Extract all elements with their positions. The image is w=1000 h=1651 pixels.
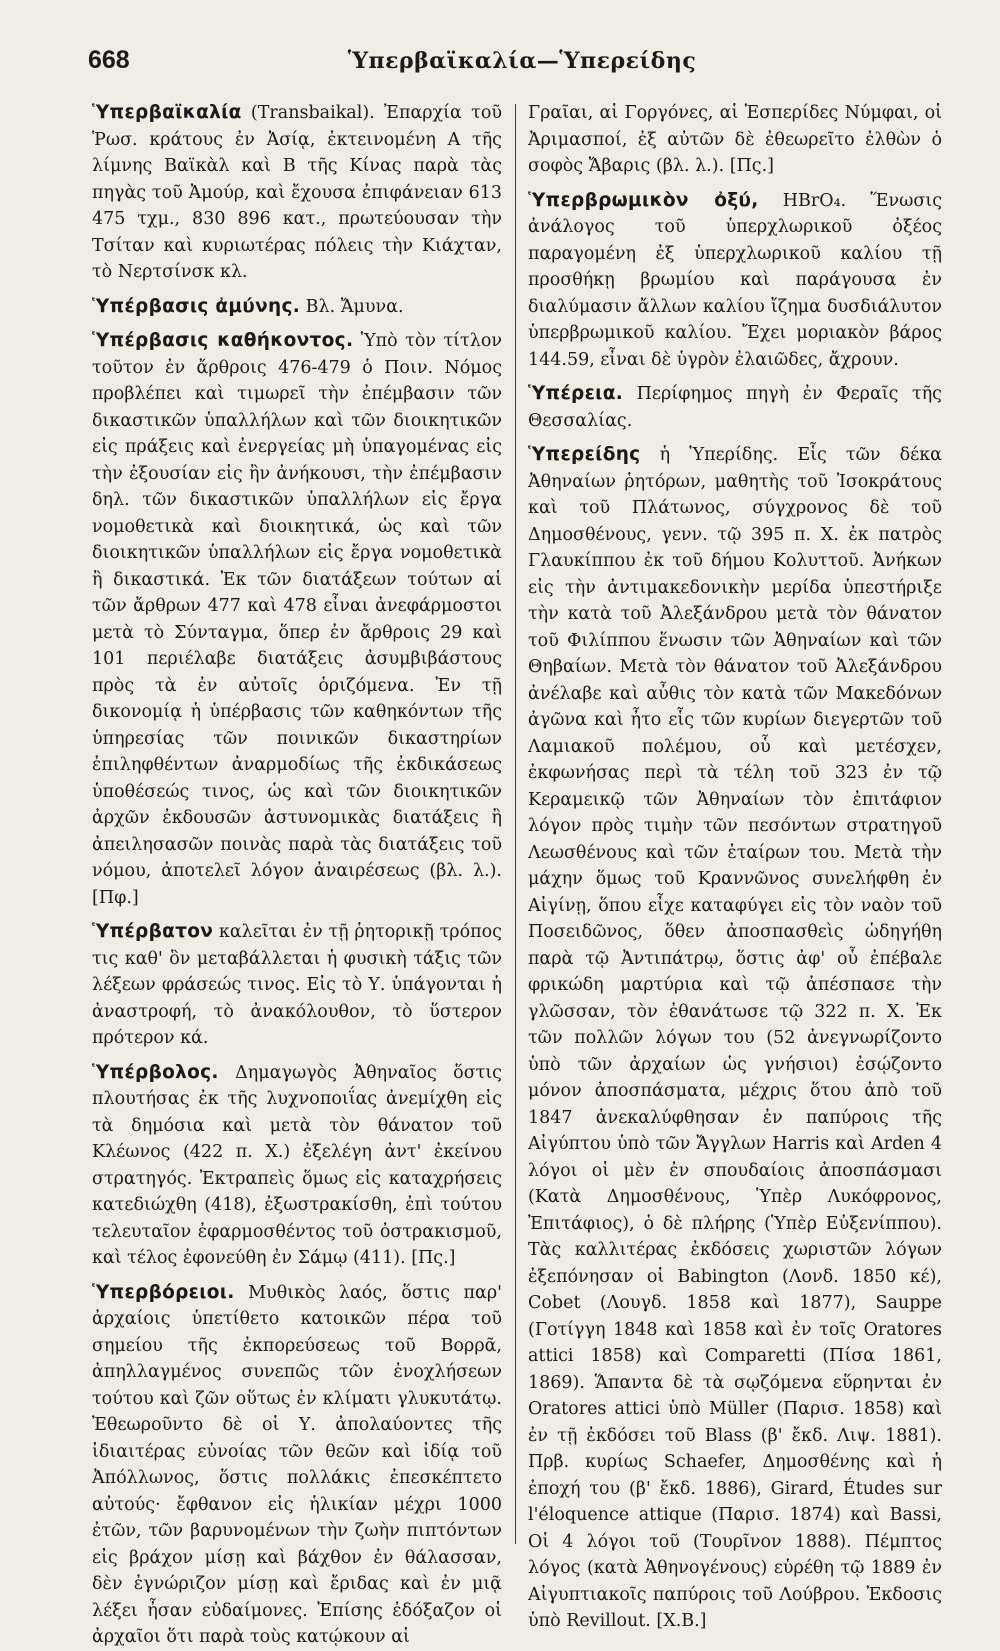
entry-headword: Ὑπέρβολος. — [92, 1061, 219, 1083]
dictionary-entry — [528, 381, 942, 434]
dictionary-entry — [92, 919, 502, 1052]
entry-headword: Ὑπέρβατον — [92, 921, 214, 942]
entry-text: Μυθικὸς λαός, ὅστις παρ' ἀρχαίοις ὑπετίθετο κατοικῶν πέρα τοῦ σημείου τῆς ἐκπορεύσεως τοῦ Βορρᾶ, ἀπηλλαγμένος συνεπῶς τῶν ἐνοχλήσεων τούτου καὶ ζῶν οὕτως ἐν κλίματι γλυκυτάτῳ. Ἐθεωροῦντο δὲ οἱ Υ. ἀπολαύοντες τῆς ἰδιαιτέρας εὐνοίας τῶν θεῶν καὶ ἰδίᾳ τοῦ Ἀπόλλωνος, ὅστις πολλάκις ἐπεσκέπτετο αὐτούς· ἔφθανον εἰς ἡλικίαν μέχρι 1000 ἐτῶν, τῶν βαρυνομένων τὴν ζωὴν πιπτόντων εἰς βράχον μίσῃ καὶ βάχθον ἐν θάλασσαν, δὲν ἐγνώριζον μίσῃ καὶ ἔριδας καὶ ἐν μιᾷ λέξει ἦσαν εὐδαίμονες. Ἐπίσης ἐδόξαζον οἱ ἀρχαῖοι ὅτι παρὰ τοὺς κατῴκουν αἱ — [92, 1282, 502, 1647]
entry-text: HBrO₄. Ἕνωσις ἀνάλογος τοῦ ὑπερχλωρικοῦ ὀξέος παραγομένη ἐξ ὑπερχλωρικοῦ καλίου τῇ προσθήκῃ βρωμίου καὶ παράγουσα ἐν διαλύμασιν ἄλλων καλίου ἴζημα δυσδιάλυτον ὑπερβρωμικοῦ καλίου. Ἔχει μοριακὸν βάρος 144.59, εἶναι δὲ ὑγρὸν ἐλαιῶδες, ἄχρουν. — [528, 190, 942, 370]
running-head: Ὑπερβαϊκαλία—Ὑπερείδης — [347, 48, 697, 74]
entry-headword: Ὑπερβρωμικὸν ὀξύ, — [528, 189, 759, 211]
right-column — [528, 100, 942, 1631]
entry-headword: Ὑπερβαϊκαλία — [92, 102, 242, 123]
dictionary-entry — [92, 328, 502, 911]
entry-text: Ὑπὸ τὸν τίτλον τοῦτον ἐν ἄρθροις 476-479 ὁ Ποιν. Νόμος προβλέπει καὶ τιμωρεῖ τὴν ἐπέμβασιν τῶν δικαστικῶν ὑπαλλήλων καὶ τῶν διοικητικῶν εἰς πράξεις καὶ ἐνεργείας μὴ ὑπαγομένας εἰς τὴν ἐξουσίαν εἰς ἣν ἀνήκουσι, τὴν ἐπέμβασιν δηλ. τῶν δικαστικῶν ὑπαλλήλων εἰς ἔργα νομοθετικὰ καὶ διοικητικά, ὡς καὶ τῶν διοικητικῶν ὑπαλλήλων εἰς ἔργα νομοθετικὰ ἢ δικαστικά. Ἐκ τῶν διατάξεων τούτων αἱ τῶν ἄρθρων 477 καὶ 478 εἶναι ἀνεφάρμοστοι μετὰ τὸ Σύνταγμα, ὅπερ ἐν ἄρθροις 29 καὶ 101 περιέλαβε διατάξεις ἀσυμβιβάστους πρὸς τὰ ἐν αὐτοῖς ὁριζόμενα. Ἐν τῇ δικονομίᾳ ἡ ὑπέρβασις τῶν καθηκόντων τῆς ὑπηρεσίας τῶν ποινικῶν δικαστηρίων ἐπιληφθέντων ἀναρμοδίως τῆς ἐκδικάσεως ὑποθέσεώς τινος, ὡς καὶ τῶν διοικητικῶν ἀρχῶν ἐκδουσῶν ἀστυνομικὰς διατάξεις ἢ ἀπειλησασῶν ποινὰς παρὰ τὰς διατάξεις τοῦ νόμου, ἀποτελεῖ λόγον ἀναιρέσεως (βλ. λ.). [Πφ.] — [92, 331, 502, 908]
page-number: 668 — [88, 46, 130, 74]
dictionary-entry — [92, 1060, 502, 1272]
entry-headword: Ὑπέρβασις καθήκοντος. — [92, 330, 354, 351]
entry-text: ἡ Ὑπερίδης. Εἷς τῶν δέκα Ἀθηναίων ῥητόρων, μαθητὴς τοῦ Ἰσοκράτους καὶ τοῦ Πλάτωνος, σύγχρονος δὲ τοῦ Δημοσθένους, γενν. τῷ 395 π. Χ. ἐκ πατρὸς Γλαυκίππου ἐκ τοῦ δήμου Κολυττοῦ. Ἀνήκων εἰς τὴν ἀντιμακεδονικὴν μερίδα ὑπεστήριξε τὴν κατὰ τοῦ Ἀλεξάνδρου μετὰ τὸν θάνατον τοῦ Φιλίππου ἕνωσιν τῶν Ἀθηναίων καὶ τῶν Θηβαίων. Μετὰ τὸν θάνατον τοῦ Ἀλεξάνδρου ἀνέλαβε καὶ αὖθις τὸν κατὰ τῶν Μακεδόνων ἀγῶνα καὶ ἦτο εἷς τῶν κυρίων διεγερτῶν τοῦ Λαμιακοῦ πολέμου, οὗ καὶ μετέσχεν, ἐκφωνήσας περὶ τὰ τέλη τοῦ 323 ἐν τῷ Κεραμεικῷ τῶν Ἀθηναίων τὸν ἐπιτάφιον λόγον πρὸς τιμὴν τῶν πεσόντων στρατηγοῦ Λεωσθένους καὶ τῶν ἑταίρων του. Μετὰ τὴν μάχην ὅμως τοῦ Κραννῶνος συνελήφθη ἐν Αἰγίνῃ, ὅπου εἶχε καταφύγει εἰς τὸν ναὸν τοῦ Ποσειδῶνος, ὅθεν ἀποσπασθεὶς ὡδηγήθη παρὰ τῷ Ἀντιπάτρῳ, ὅστις ἀφ' οὗ ἐπέβαλε φρικώδη μαρτύρια καὶ τῷ ἀπέσπασε τὴν γλῶσσαν, τὸν ἐθανάτωσε τῷ 322 π. Χ. Ἐκ τῶν πολλῶν λόγων του (52 ἀνεγνωρίζοντο ὑπὸ τῶν ἀρχαίων ὡς γνήσιοι) ἐσῴζοντο μόνον ἀποσπάσματα, μέχρις ὅτου ἀπὸ τοῦ 1847 ἀνεκαλύφθησαν ἐν παπύροις τῆς Αἰγύπτου ὑπὸ τῶν Ἄγγλων Harris καὶ Arden 4 λόγοι οἱ μὲν ἐν σπουδαίοις ἀποσπάσμασι (Κατὰ Δημοσθένους, Ὑπὲρ Λυκόφρονος, Ἐπιτάφιος), ὁ δὲ πλήρης (Ὑπὲρ Εὐξενίππου). Τὰς καλλιτέρας ἐκδόσεις χωριστῶν λόγων ἐξεπόνησαν οἱ Babington (Λονδ. 1850 κέ), Cobet (Λουγδ. 1858 καὶ 1877), Sauppe (Γοτίγγη 1848 καὶ 1858 καὶ ἐν τοῖς Oratores attici 1858) καὶ Comparetti (Πίσα 1861, 1869). Ἅπαντα δὲ τὰ σῳζόμενα εὕρηνται ἐν Oratores attici ὑπὸ Müller (Παρισ. 1858) καὶ ἐν τῇ ἐκδόσει τοῦ Blass (β' ἔκδ. Λιψ. 1881). Πρβ. κυρίως Schaefer, Δημοσθένης καὶ ἡ ἐποχή του (β' ἔκδ. 1886), Girard, Études sur l'éloquence attique (Παρισ. 1874) καὶ Bassi, Οἱ 4 λόγοι τοῦ (Τουρῖνον 1888). Πέμπτος λόγος (κατὰ Ἀθηνογένους) εὑρέθη τῷ 1889 ἐν Αἰγυπτιακοῖς παπύροις τοῦ Λούβρου. Ἐκδοσις ὑπὸ Revillout. [Χ.Β.] — [528, 445, 942, 1631]
dictionary-entry — [92, 1280, 502, 1651]
dictionary-entry — [92, 100, 502, 286]
dictionary-entry — [92, 294, 502, 321]
entry-text: Βλ. Ἄμυνα. — [305, 296, 404, 317]
page-header — [88, 38, 956, 78]
entry-text: Γραῖαι, αἱ Γοργόνες, αἱ Ἑσπερίδες Νύμφαι, οἱ Ἀριμασποί, ἐξ αὐτῶν δὲ ἐθεωρεῖτο ἐλθὼν ὁ σοφὸς Ἄβαρις (βλ. λ.). [Πς.] — [528, 103, 942, 176]
entry-text: καλεῖται ἐν τῇ ῥητορικῇ τρόπος τις καθ' ὃν μεταβάλλεται ἡ φυσικὴ τάξις τῶν λέξεων φράσεώς τινος. Εἰς τὸ Υ. ὑπάγονται ἡ ἀναστροφή, τὸ ἀνακόλουθον, τὸ ὕστερον πρότερον κά. — [92, 922, 502, 1048]
column-divider — [515, 104, 516, 1544]
entry-headword: Ὑπέρβασις ἀμύνης. — [92, 295, 301, 317]
entry-headword: Ὑπερβόρειοι. — [92, 1281, 235, 1303]
dictionary-entry — [528, 100, 942, 180]
entry-text: Δημαγωγὸς Ἀθηναῖος ὅστις πλουτήσας ἐκ τῆς λυχνοποιΐας ἀνεμίχθη εἰς τὰ δημόσια καὶ μετὰ τὸν θάνατον τοῦ Κλέωνος (422 π. Χ.) ἐξελέγη ἀντ' ἐκείνου στρατηγός. Ἐκτραπεὶς ὅμως εἰς καταχρήσεις κατεδιώχθη (418), ἐξωστρακίσθη, ἐπὶ τούτου τελευταῖον ἐφαρμοσθέντος τοῦ ὀστρακισμοῦ, καὶ τέλος ἐφονεύθη ἐν Σάμῳ (411). [Πς.] — [92, 1062, 502, 1268]
dictionary-entry — [528, 442, 942, 1635]
entry-headword: Ὑπερείδης — [528, 444, 641, 465]
entry-headword: Ὑπέρεια. — [528, 383, 624, 404]
entry-text: Περίφημος πηγὴ ἐν Φεραῖς τῆς Θεσσαλίας. — [528, 384, 942, 431]
dictionary-entry — [528, 188, 942, 374]
entry-text: (Transbaikal). Ἐπαρχία τοῦ Ῥωσ. κράτους ἐν Ἀσίᾳ, ἐκτεινομένη Α τῆς λίμνης Βαϊκὰλ καὶ Β τῆς Κίνας παρὰ τὰς πηγὰς τοῦ Ἀμούρ, καὶ ἔχουσα ἐπιφάνειαν 613 475 τχμ., 830 896 κατ., πρωτεύουσαν τὴν Τσίταν καὶ κυριωτέρας πόλεις τὴν Κιάχταν, τὸ Νερτσίνσκ κλ. — [92, 103, 502, 282]
left-column — [92, 100, 502, 1647]
